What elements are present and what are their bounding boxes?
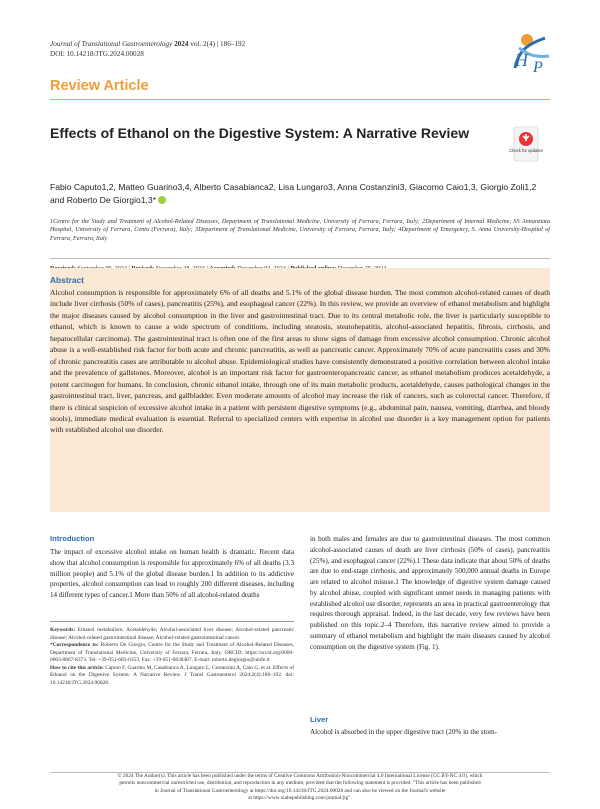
footnote-divider bbox=[50, 621, 294, 622]
journal-logo-icon bbox=[505, 28, 555, 78]
section-label: Review Article bbox=[50, 78, 149, 94]
check-updates-label: Check for updates bbox=[509, 148, 543, 153]
journal-doi[interactable]: DOI: 10.14218/JTG.2024.00028 bbox=[50, 49, 144, 58]
liver-text: Alcohol is absorbed in the upper digestive tract (20% in the stom- bbox=[310, 728, 497, 736]
right-column-text: in both males and females are due to gastrointestinal diseases. The most common alcohol-associated causes of death are liver cirrhosis (50% of cases), pancreatitis (25%), and esophageal cancer (22%).1 These data indicate that about 50% of deaths are due to end-stage cirrhosis, and approximately 500,000 annual deaths in Europe are related to alcohol misuse.1 The knowledge of digestive system damage caused by alcohol abuse, coupled with significant unmet needs in managing patients with established alcohol use disorder, represents an area in practical gastroenterology that requires thorough appraisal. Indeed, in the last decade, very few reviews have been published on this topic.2–4 Therefore, this narrative review aimed to provide a summary of ethanol metabolism and highlight the main diseases caused by alcohol consumption on the digestive system (Fig. 1). bbox=[310, 535, 550, 651]
journal-name: Journal of Translational Gastroenterology bbox=[50, 40, 173, 48]
how-to-cite: How to cite this article: Caputo F, Guarino M, Casabianca A, Lungaro L, Costanzini A, Caio G, et al. Effects of Ethanol on the Digestive System: A Narrative Review. J Transl Gastroenterol 2024;2(4):186–192. doi: 10.14218/JTG.2024.00028. bbox=[50, 664, 294, 686]
affiliations: 1Centre for the Study and Treatment of Alcohol-Related Diseases, Department of Translational Medicine, University of Ferrara, Ferrara, Italy; 2Department of Internal Medicine, SS Annunziata Hospital, University of Ferrara, Cento (Ferrara), Italy; 3Department of Translational Medicine, University of Ferrara, Ferrara, Italy; 4Department of Emergency, S. Anna University-Hospital of Ferrara, Ferrara, Italy bbox=[50, 218, 550, 242]
keywords: Keywords: Ethanol metabolism; Acetaldehyde; Alcohol-associated liver disease; Alcohol-related pancreatic disease; Alcohol-related gastrointestinal disease; Alcohol-related gastrointestinal cancer. bbox=[50, 627, 294, 641]
abstract-text: Alcohol consumption is responsible for approximately 6% of all deaths and 5.1% of the global disease burden. The most common alcohol-related causes of death include liver cirrhosis (50% of cases), pancreatitis (25%), and esophageal cancer (22%). In this review, we provide an overview of ethanol metabolism and highlight the major diseases caused by alcohol consumption in the liver and gastrointestinal tract. Due to its central metabolic role, the liver is particularly susceptible to ethanol, which is known to cause a wide spectrum of conditions, including steatosis, steatohepatitis, alcohol-associated hepatitis, fibrosis, cirrhosis, and hepatocellular carcinoma). The gastrointestinal tract is often one of the first areas to show signs of damage from excessive alcohol consumption. Chronic alcohol abuse is a well-established risk factor for both acute and chronic pancreatitis, as well as pancreatic cancer. Approximately 70% of acute pancreatitis cases and 30% of chronic pancreatitis cases are attributable to alcohol abuse. Epidemiological studies have consistently demonstrated a positive correlation between alcohol intake and the prevalence of gallstones. Moreover, alcohol is an important risk factor for gastroenteropancreatic cancer, as ethanol metabolism produces acetaldehyde, a potent carcinogen for humans. In conclusion, chronic ethanol intake, through one of its main metabolic products, acetaldehyde, causes pathological changes in the gastrointestinal tract, liver, pancreas, and gallbladder. Even moderate amounts of alcohol may increase the risk of cancers, such as colorectal cancer. Therefore, if there is clinical suspicion of excessive alcohol intake in a patient with persistent digestive symptoms (e.g., abdominal pain, nausea, vomiting, diarrhea, and bloody stools), immediate medical evaluation is essential. Referral to specialized centers with expertise in alcohol use disorder is a key management option for patients with established alcohol use disorder. bbox=[50, 288, 550, 435]
license-text: © 2024 The Author(s). This article has been published under the terms of Creative Commons Attribution-Noncommercial 4.0 International License (CC BY-NC 4.0), which permits noncommercial unrestricted use, distribution, and reproduction in any medium, provided that the following statement is provided. "This article has been published in Journal of Translational Gastroenterology at https://doi.org/10.14218/JTG.2024.00028 and can also be viewed on the Journal's website at https://www.xiahepublishing.com/journal/jtg". bbox=[117, 773, 483, 802]
article-title: Effects of Ethanol on the Digestive System: A Narrative Review bbox=[50, 125, 470, 141]
abstract-heading: Abstract bbox=[50, 275, 84, 285]
footnotes bbox=[50, 627, 294, 687]
journal-year: 2024 bbox=[174, 40, 189, 48]
journal-citation-line bbox=[50, 40, 245, 59]
introduction-heading: Introduction bbox=[50, 534, 95, 543]
correspondence: *Correspondence to: Roberto De Giorgio, Centre for the Study and Treatment of Alcohol-Related Diseases, Department of Translational Medicine, University of Ferrara, Ferrara, Italy. ORCID: https://orcid.org/0000-0003-0867-8373. Tel: +39-051-683-6353, Fax: +39-051-6838487, E-mail: roberto.degiorgio@unife.it bbox=[50, 642, 294, 663]
section-divider bbox=[50, 99, 550, 100]
dates-top-divider bbox=[50, 258, 550, 259]
svg-text:P: P bbox=[533, 59, 543, 76]
journal-volume: vol. 2(4) | 186–192 bbox=[190, 40, 246, 48]
liver-heading: Liver bbox=[310, 715, 329, 724]
author-list bbox=[50, 181, 550, 207]
check-for-updates-icon[interactable] bbox=[508, 126, 544, 162]
svg-text:H: H bbox=[515, 50, 528, 70]
introduction-text: The impact of excessive alcohol intake on human health is dramatic. Recent data show that alcohol consumption is responsible for approximately 6% of all deaths (3.3 million people) and 5.1% of the global disease burden.1 In addition to its addictive properties, alcohol consumption can lead to roughly 200 different diseases, including 14 different types of cancer.1 More than 50% of all alcohol-related deaths bbox=[50, 548, 294, 599]
authors-text: Fabio Caputo1,2, Matteo Guarino3,4, Alberto Casabianca2, Lisa Lungaro3, Anna Costanzini3, Giacomo Caio1,3, Giorgio Zoli1,2 and Roberto De Giorgio1,3* bbox=[50, 182, 537, 205]
orcid-icon[interactable] bbox=[158, 196, 166, 204]
